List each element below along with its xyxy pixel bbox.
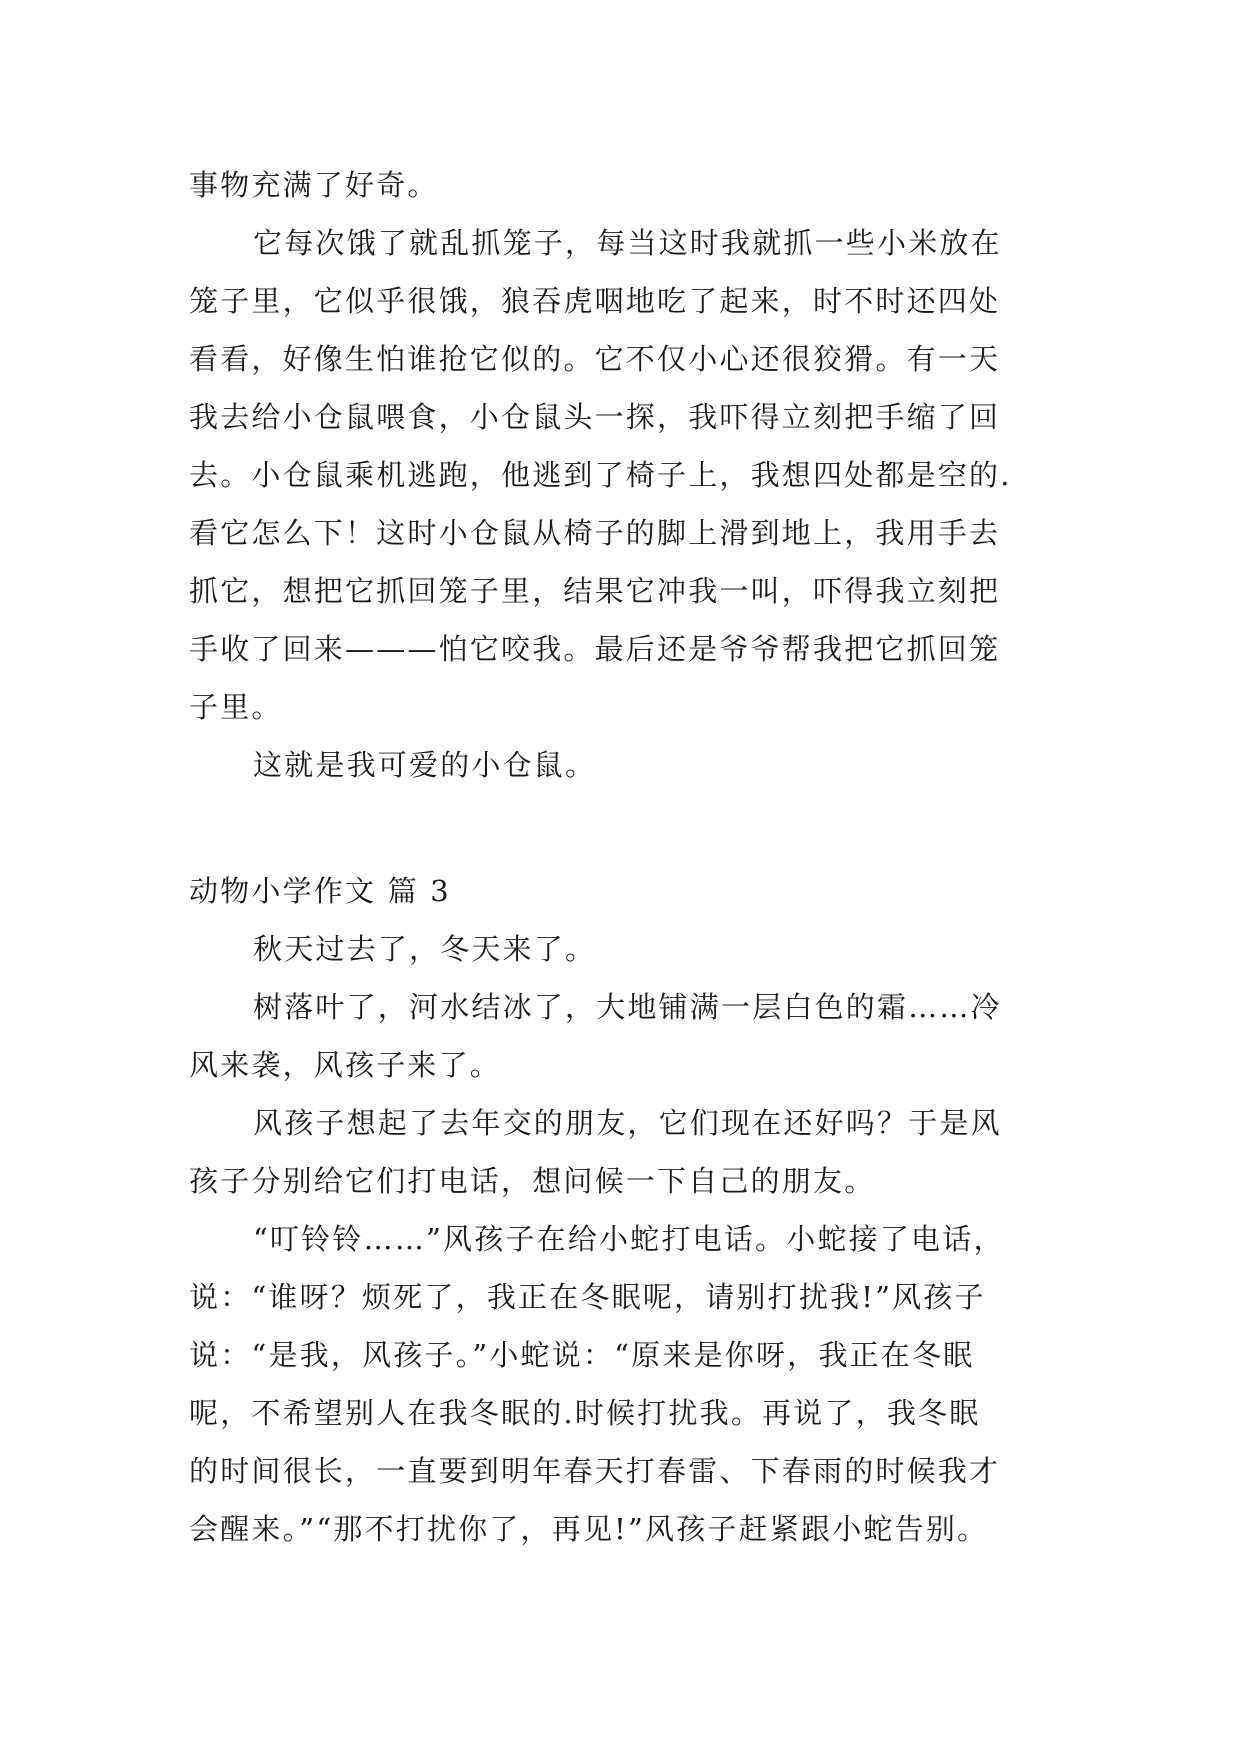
text-line: 说：“谁呀？烦死了，我正在冬眠呢，请别打扰我!”风孩子 (189, 1280, 986, 1314)
text-line: 呢，不希望别人在我冬眠的.时候打扰我。再说了，我冬眠 (189, 1396, 981, 1430)
text-line: 孩子分别给它们打电话，想问候一下自己的朋友。 (189, 1164, 876, 1198)
section-heading: 动物小学作文 篇 3 (189, 874, 451, 908)
text-line: 风孩子想起了去年交的朋友，它们现在还好吗？于是风 (253, 1106, 1002, 1140)
section-1-body (189, 156, 1069, 794)
text-line: 看它怎么下！这时小仓鼠从椅子的脚上滑到地上，我用手去 (189, 516, 1001, 550)
text-line: “叮铃铃……”风孩子在给小蛇打电话。小蛇接了电话， (253, 1222, 1005, 1256)
text-line: 事物充满了好奇。 (189, 168, 439, 202)
text-line: 看看，好像生怕谁抢它似的。它不仅小心还很狡猾。有一天 (189, 342, 1001, 376)
text-line: 的时间很长，一直要到明年春天打春雷、下春雨的时候我才 (189, 1454, 1001, 1488)
text-line: 秋天过去了，冬天来了。 (253, 932, 597, 966)
text-line: 笼子里，它似乎很饿，狼吞虎咽地吃了起来，时不时还四处 (189, 284, 1001, 318)
text-line: 会醒来。”“那不打扰你了，再见!”风孩子赶紧跟小蛇告别。 (189, 1512, 989, 1546)
text-line: 手收了回来———怕它咬我。最后还是爷爷帮我把它抓回笼 (189, 632, 1001, 666)
text-line: 树落叶了，河水结冰了，大地铺满一层白色的霜……冷 (253, 990, 1002, 1024)
text-line: 我去给小仓鼠喂食，小仓鼠头一探，我吓得立刻把手缩了回 (189, 400, 1001, 434)
text-line: 去。小仓鼠乘机逃跑，他逃到了椅子上，我想四处都是空的. (189, 458, 1012, 492)
section-2 (189, 862, 1069, 1558)
text-line: 说：“是我，风孩子。”小蛇说：“原来是你呀，我正在冬眠 (189, 1338, 975, 1372)
text-line: 抓它，想把它抓回笼子里，结果它冲我一叫，吓得我立刻把 (189, 574, 1001, 608)
text-line: 这就是我可爱的小仓鼠。 (253, 748, 597, 782)
text-line: 风来袭，风孩子来了。 (189, 1048, 502, 1082)
text-line: 它每次饿了就乱抓笼子，每当这时我就抓一些小米放在 (253, 226, 1002, 260)
text-line: 子里。 (189, 690, 283, 724)
